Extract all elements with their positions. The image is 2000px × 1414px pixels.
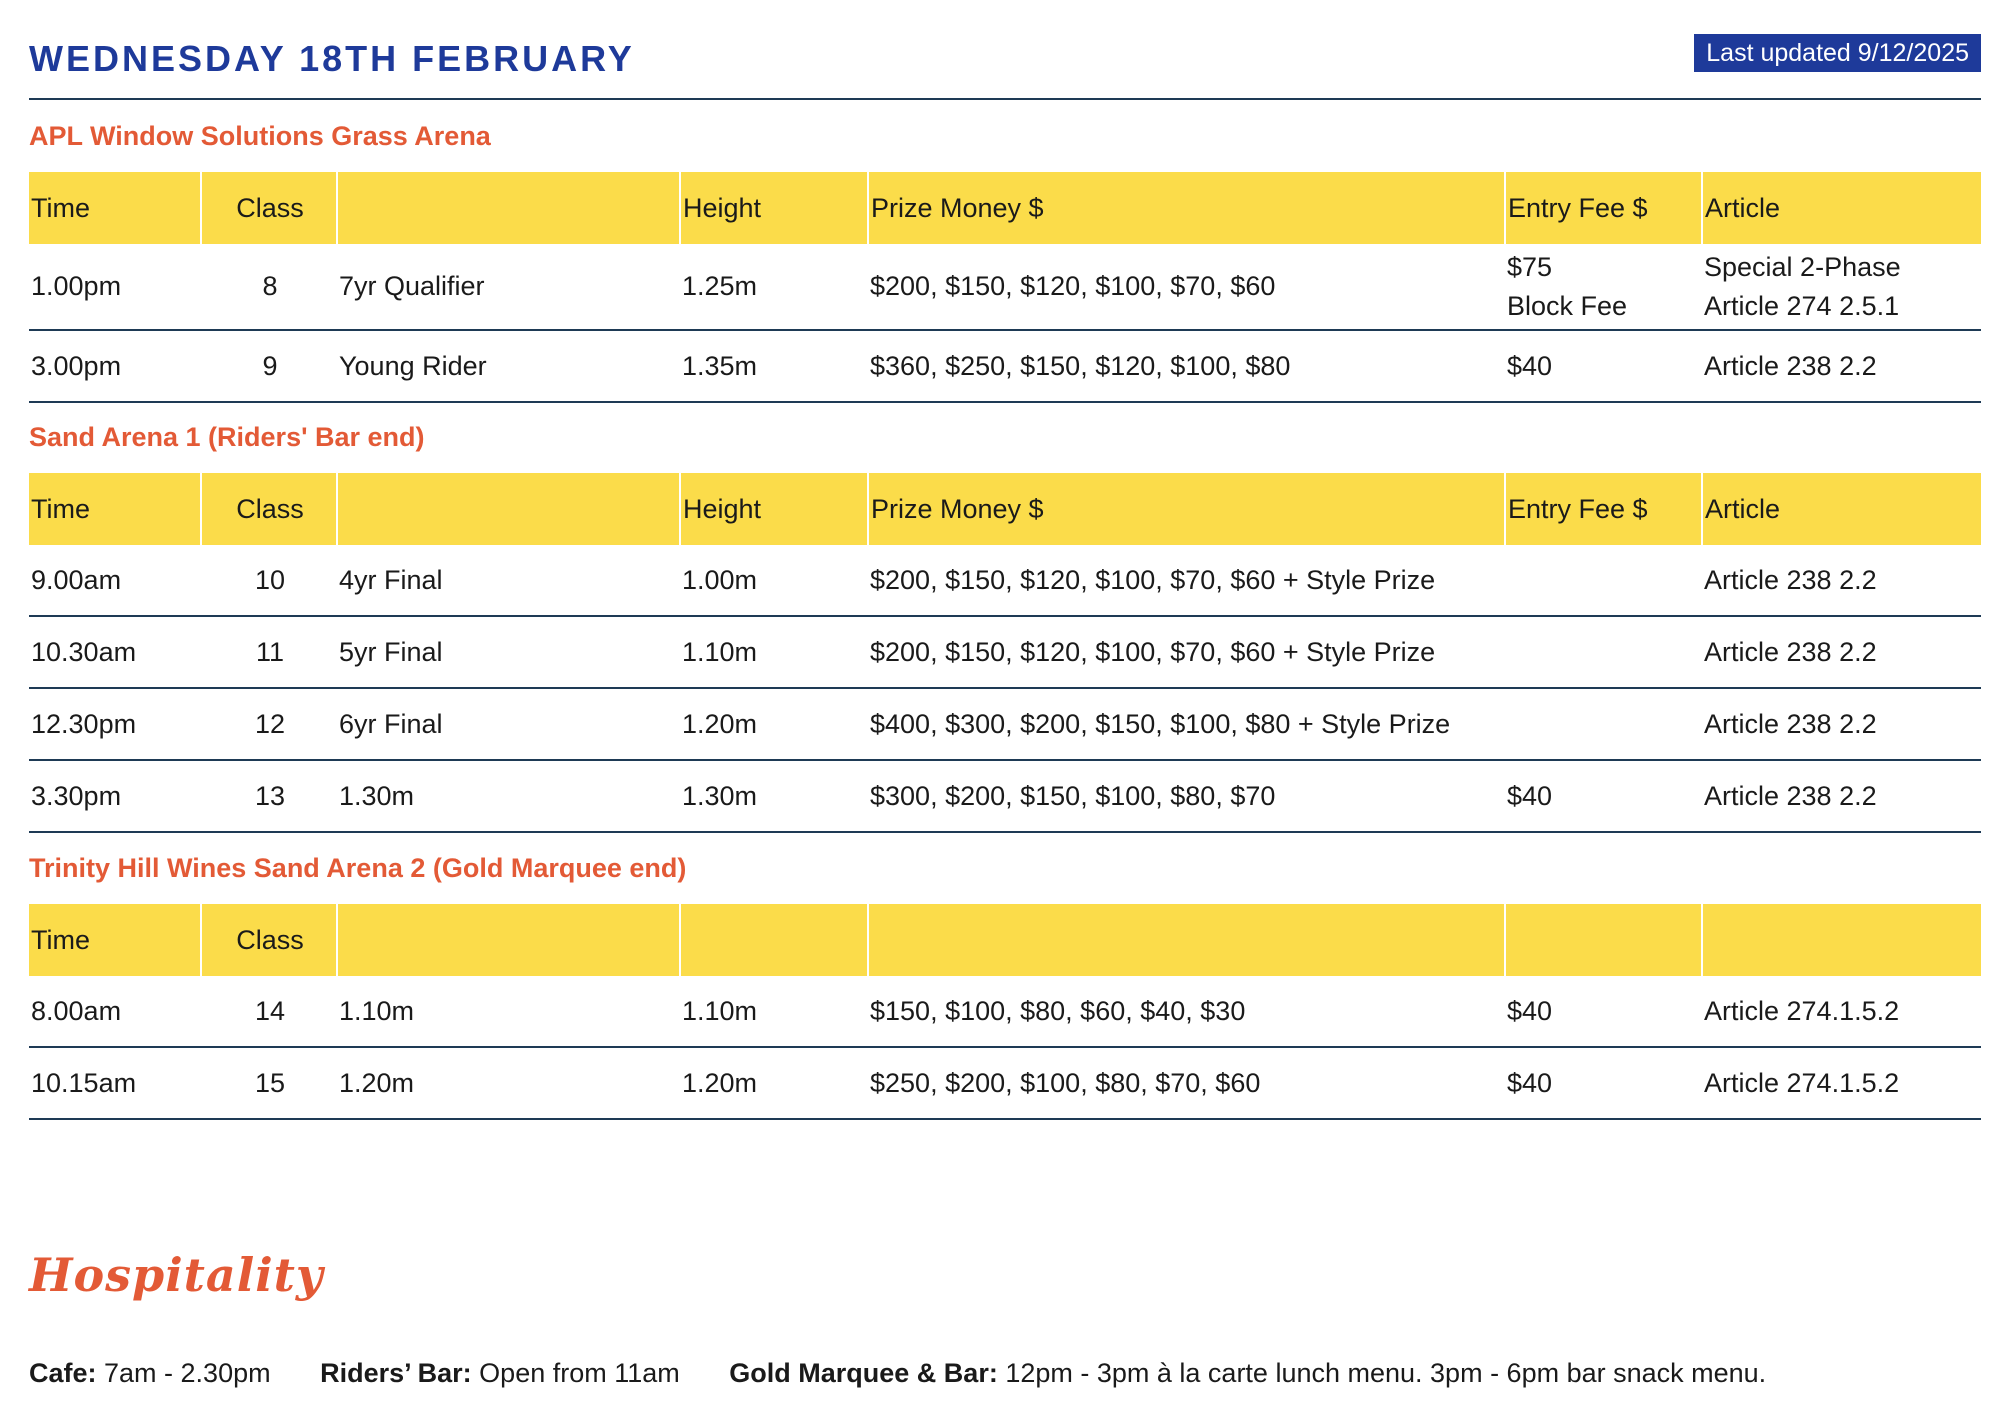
cell-prize: $360, $250, $150, $120, $100, $80	[868, 330, 1505, 402]
column-header-name	[337, 172, 680, 244]
cell-height: 1.00m	[680, 545, 868, 616]
table-header-row	[29, 172, 1981, 244]
cell-name: 1.30m	[337, 760, 680, 832]
cell-time: 3.00pm	[29, 330, 201, 402]
cell-name: 1.10m	[337, 976, 680, 1047]
cell-article: Article 274.1.5.2	[1702, 1047, 1981, 1119]
cell-class: 10	[201, 545, 337, 616]
column-header-prize: Prize Money $	[868, 473, 1505, 545]
section-title: Trinity Hill Wines Sand Arena 2 (Gold Marquee end)	[29, 853, 687, 883]
hospitality-text: Open from 11am	[471, 1358, 680, 1388]
cell-time: 9.00am	[29, 545, 201, 616]
hospitality-section	[29, 1248, 1981, 1388]
cell-height: 1.10m	[680, 616, 868, 688]
article-line: Special 2-Phase	[1704, 251, 1901, 282]
hospitality-item-cafe	[29, 1358, 271, 1388]
arena-section-grass	[29, 100, 1981, 403]
cell-height: 1.20m	[680, 1047, 868, 1119]
last-updated-badge: Last updated 9/12/2025	[1694, 34, 1981, 72]
cell-time: 10.15am	[29, 1047, 201, 1119]
cell-article: Article 238 2.2	[1702, 616, 1981, 688]
hospitality-label: Riders’ Bar:	[320, 1358, 472, 1388]
cell-article	[1702, 244, 1981, 330]
table-row	[29, 545, 1981, 616]
hospitality-text: 12pm - 3pm à la carte lunch menu. 3pm - 6pm bar snack menu.	[997, 1358, 1767, 1388]
table-row	[29, 244, 1981, 330]
cell-prize: $400, $300, $200, $150, $100, $80 + Style Prize	[868, 688, 1505, 760]
cell-height: 1.35m	[680, 330, 868, 402]
table-header-row	[29, 473, 1981, 545]
cell-class: 9	[201, 330, 337, 402]
hospitality-label: Cafe:	[29, 1358, 97, 1388]
cell-height: 1.30m	[680, 760, 868, 832]
cell-class: 12	[201, 688, 337, 760]
arena-section-sand-1	[29, 401, 1981, 833]
column-header-time: Time	[29, 904, 201, 976]
column-header-fee	[1505, 904, 1702, 976]
cell-time: 3.30pm	[29, 760, 201, 832]
hospitality-item-riders-bar	[320, 1358, 680, 1388]
schedule-table	[29, 904, 1981, 1120]
column-header-time: Time	[29, 172, 201, 244]
cell-height: 1.25m	[680, 244, 868, 330]
cell-class: 11	[201, 616, 337, 688]
cell-height: 1.10m	[680, 976, 868, 1047]
hospitality-text: 7am - 2.30pm	[96, 1358, 271, 1388]
table-header-row	[29, 904, 1981, 976]
cell-time: 10.30am	[29, 616, 201, 688]
cell-article: Article 238 2.2	[1702, 760, 1981, 832]
cell-prize: $200, $150, $120, $100, $70, $60	[868, 244, 1505, 330]
cell-fee: $40	[1505, 760, 1702, 832]
hospitality-title: Hospitality	[29, 1248, 324, 1302]
table-row	[29, 688, 1981, 760]
cell-prize: $200, $150, $120, $100, $70, $60 + Style Prize	[868, 545, 1505, 616]
schedule-table	[29, 473, 1981, 833]
cell-time: 12.30pm	[29, 688, 201, 760]
cell-name: Young Rider	[337, 330, 680, 402]
column-header-height: Height	[680, 473, 868, 545]
table-row	[29, 616, 1981, 688]
cell-fee	[1505, 688, 1702, 760]
fee-line: Block Fee	[1507, 290, 1628, 321]
table-row	[29, 330, 1981, 402]
column-header-fee: Entry Fee $	[1505, 172, 1702, 244]
cell-fee	[1505, 545, 1702, 616]
cell-fee: $40	[1505, 330, 1702, 402]
cell-time: 1.00pm	[29, 244, 201, 330]
column-header-name	[337, 904, 680, 976]
cell-prize: $250, $200, $100, $80, $70, $60	[868, 1047, 1505, 1119]
column-header-article: Article	[1702, 172, 1981, 244]
arena-section-sand-2	[29, 832, 1981, 1120]
cell-article: Article 238 2.2	[1702, 688, 1981, 760]
cell-name: 6yr Final	[337, 688, 680, 760]
article-line: Article 274 2.5.1	[1704, 290, 1900, 321]
section-title: APL Window Solutions Grass Arena	[29, 121, 491, 151]
cell-article: Article 274.1.5.2	[1702, 976, 1981, 1047]
cell-prize: $150, $100, $80, $60, $40, $30	[868, 976, 1505, 1047]
schedule-table	[29, 172, 1981, 403]
cell-article: Article 238 2.2	[1702, 545, 1981, 616]
table-row	[29, 760, 1981, 832]
hospitality-label: Gold Marquee & Bar:	[729, 1358, 998, 1388]
column-header-article	[1702, 904, 1981, 976]
cell-fee	[1505, 244, 1702, 330]
column-header-height	[680, 904, 868, 976]
page-title: WEDNESDAY 18TH FEBRUARY	[29, 38, 635, 79]
cell-fee: $40	[1505, 976, 1702, 1047]
column-header-fee: Entry Fee $	[1505, 473, 1702, 545]
column-header-class: Class	[201, 904, 337, 976]
cell-name: 5yr Final	[337, 616, 680, 688]
column-header-prize	[868, 904, 1505, 976]
column-header-class: Class	[201, 473, 337, 545]
cell-name: 1.20m	[337, 1047, 680, 1119]
section-title: Sand Arena 1 (Riders' Bar end)	[29, 422, 425, 452]
cell-class: 13	[201, 760, 337, 832]
column-header-prize: Prize Money $	[868, 172, 1505, 244]
cell-class: 8	[201, 244, 337, 330]
cell-prize: $200, $150, $120, $100, $70, $60 + Style Prize	[868, 616, 1505, 688]
cell-fee	[1505, 616, 1702, 688]
column-header-time: Time	[29, 473, 201, 545]
column-header-name	[337, 473, 680, 545]
cell-fee: $40	[1505, 1047, 1702, 1119]
cell-class: 14	[201, 976, 337, 1047]
fee-line: $75	[1507, 251, 1553, 282]
column-header-article: Article	[1702, 473, 1981, 545]
cell-article: Article 238 2.2	[1702, 330, 1981, 402]
column-header-class: Class	[201, 172, 337, 244]
column-header-height: Height	[680, 172, 868, 244]
table-row	[29, 1047, 1981, 1119]
hospitality-hours	[29, 1358, 1808, 1389]
cell-height: 1.20m	[680, 688, 868, 760]
cell-class: 15	[201, 1047, 337, 1119]
cell-name: 7yr Qualifier	[337, 244, 680, 330]
cell-prize: $300, $200, $150, $100, $80, $70	[868, 760, 1505, 832]
table-row	[29, 976, 1981, 1047]
page-header	[29, 28, 1981, 100]
cell-time: 8.00am	[29, 976, 201, 1047]
hospitality-item-gold-marquee	[729, 1358, 1766, 1388]
cell-name: 4yr Final	[337, 545, 680, 616]
